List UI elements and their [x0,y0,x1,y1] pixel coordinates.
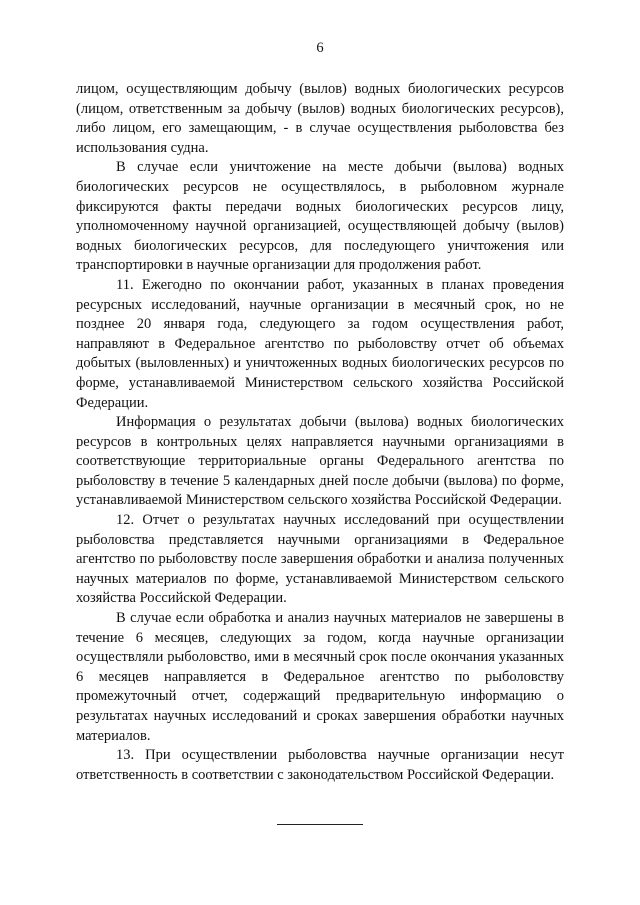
paragraph-item-11: 11. Ежегодно по окончании работ, указанных в планах проведения ресурсных исследований, научные организации в месячный срок, но не позднее 20 января года, следующего за годом осуществления работ, направляют в Федеральное агентство по рыболовству отчет об объемах добытых (выловленных) и уничтоженных водных биологических ресурсов по форме, устанавливаемой Министерством сельского хозяйства Российской Федерации. [76,276,564,411]
end-rule-divider [277,824,363,825]
paragraph-item-13: 13. При осуществлении рыболовства научные организации несут ответственность в соответствии с законодательством Российской Федерации. [76,747,564,783]
paragraph-destruction-records: В случае если уничтожение на месте добычи (вылова) водных биологических ресурсов не осуществлялось, в рыболовном журнале фиксируются факты передачи водных биологических ресурсов лицу, уполномоченному научной организацией, осуществляющей добычу (вылов) водных биологических ресурсов, для последующего уничтожения или транспортировки в научные организации для продолжения работ. [76,159,564,274]
document-body [76,80,564,785]
paragraph-item-12: 12. Отчет о результатах научных исследований при осуществлении рыболовства представляется научными организациями в Федеральное агентство по рыболовству после завершения обработки и анализа полученных научных материалов по форме, устанавливаемой Министерством сельского хозяйства Российской Федерации. [76,512,564,607]
paragraph-control-information: Информация о результатах добычи (вылова) водных биологических ресурсов в контрольных целях направляется научными организациями в соответствующие территориальные органы Федерального агентства по рыболовству в течение 5 календарных дней после добычи (вылова) по форме, устанавливаемой Министерством сельского хозяйства Российской Федерации. [76,414,564,509]
paragraph-continuation: лицом, осуществляющим добычу (вылов) водных биологических ресурсов (лицом, ответственным за добычу (вылов) водных биологических ресурсов), либо лицом, его замещающим, - в случае осуществления рыболовства без использования судна. [76,81,564,156]
page-number: 6 [316,40,324,56]
paragraph-interim-report: В случае если обработка и анализ научных материалов не завершены в течение 6 месяцев, следующих за годом, когда научные организации осуществляли рыболовство, ими в месячный срок после окончания указанных 6 месяцев направляется в Федеральное агентство по рыболовству промежуточный отчет, содержащий предварительную информацию о результатах научных исследований и сроках завершения обработки научных материалов. [76,610,564,744]
